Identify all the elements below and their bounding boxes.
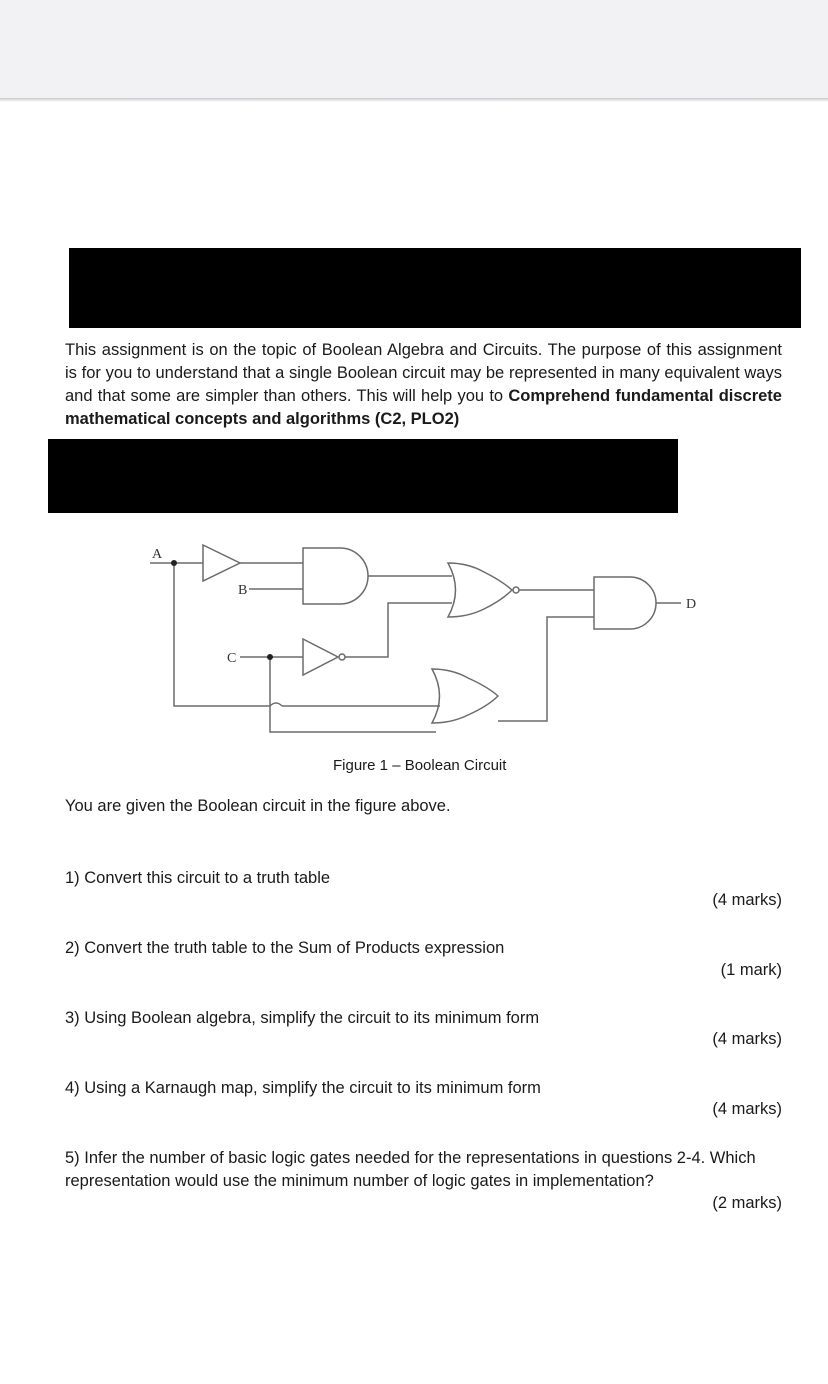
- not-bubble-or-top: [513, 587, 519, 593]
- question-5-marks: (2 marks): [712, 1194, 782, 1212]
- label-b: B: [238, 583, 248, 598]
- wire-or-bottom-to-and2: [498, 617, 594, 721]
- junction-a: [171, 560, 177, 566]
- wire-c-to-or-bottom: [270, 657, 436, 732]
- or-gate-top: [448, 563, 512, 617]
- question-2: 2) Convert the truth table to the Sum of Products expression: [65, 939, 505, 957]
- not-gate-c: [303, 639, 338, 675]
- buffer-gate-a: [203, 545, 240, 581]
- redacted-block-header: [69, 248, 801, 328]
- viewer-top-bar: [0, 0, 828, 98]
- intro-text: This assignment is on the topic of Boolean Algebra and Circuits. The purpose of this assignment is for you to understand that a single Boolean circuit may be represented in many equivalent ways and that some are simpler than others. This will help you to: [65, 341, 782, 405]
- question-2-marks: (1 mark): [720, 961, 782, 979]
- label-a: A: [152, 547, 163, 562]
- question-5: 5) Infer the number of basic logic gates needed for the representations in questions 2-4. Which representation would use the minimum number of logic gates in implementation?: [65, 1149, 756, 1190]
- and-gate: [303, 548, 368, 604]
- question-1: 1) Convert this circuit to a truth table: [65, 869, 331, 887]
- question-4: 4) Using a Karnaugh map, simplify the circuit to its minimum form: [65, 1079, 541, 1097]
- label-c: C: [227, 651, 237, 666]
- wire-a-to-or-bottom: [174, 563, 270, 706]
- question-4-marks: (4 marks): [712, 1100, 782, 1118]
- top-bar-divider: [0, 98, 828, 102]
- question-1-marks: (4 marks): [712, 891, 782, 909]
- wire-crossover: [270, 703, 282, 706]
- redacted-block-section: [48, 439, 678, 513]
- and-gate-output: [594, 577, 656, 629]
- wire-notc-to-or-top: [345, 603, 452, 657]
- intro-paragraph: [65, 339, 782, 431]
- or-gate-bottom: [432, 669, 498, 723]
- label-d: D: [686, 597, 697, 612]
- question-3-marks: (4 marks): [712, 1030, 782, 1048]
- question-3: 3) Using Boolean algebra, simplify the circuit to its minimum form: [65, 1009, 540, 1027]
- boolean-circuit-diagram: [145, 538, 720, 738]
- learning-outcome: Comprehend fundamental discrete mathematical concepts and algorithms (C2, PLO2): [65, 387, 782, 428]
- junction-c: [267, 654, 273, 660]
- not-bubble-c: [339, 654, 345, 660]
- given-text: You are given the Boolean circuit in the figure above.: [65, 797, 451, 815]
- figure-caption: Figure 1 – Boolean Circuit: [333, 757, 507, 774]
